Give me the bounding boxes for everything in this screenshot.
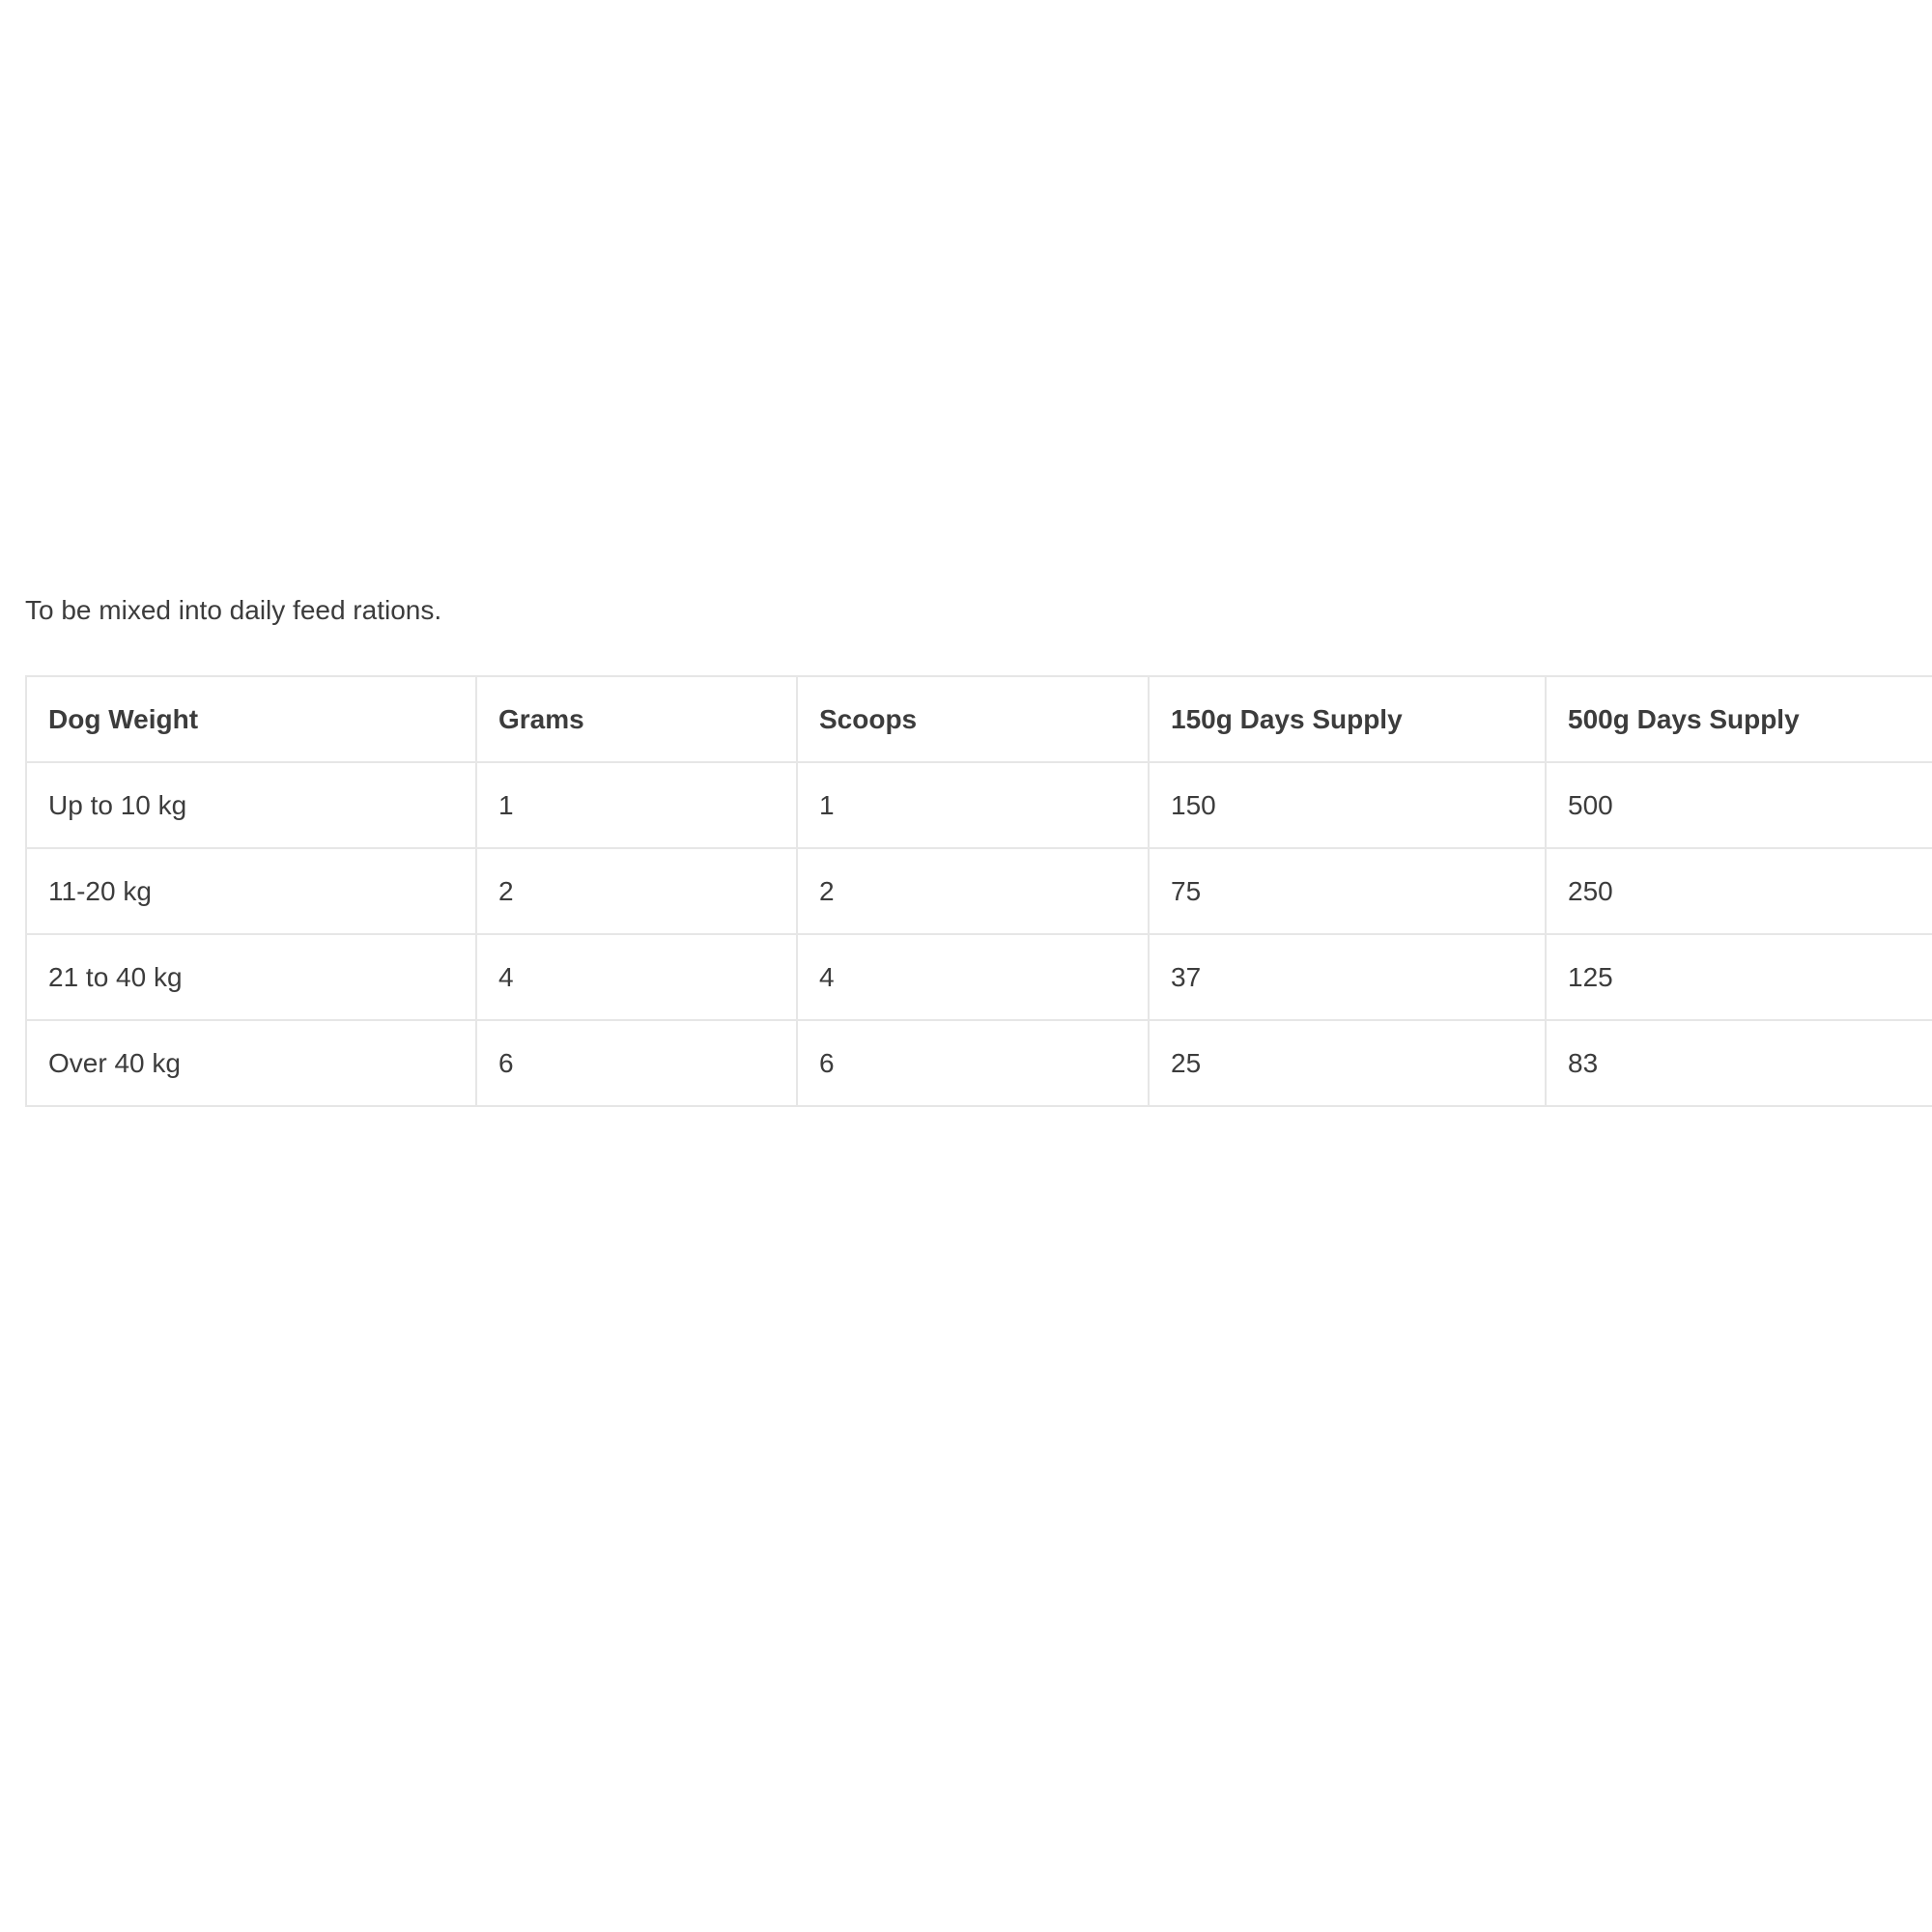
cell-grams: 6 (476, 1020, 797, 1106)
cell-scoops: 4 (797, 934, 1149, 1020)
dosage-table (25, 675, 1932, 1107)
cell-dog-weight: 11-20 kg (26, 848, 476, 934)
cell-grams: 2 (476, 848, 797, 934)
cell-grams: 1 (476, 762, 797, 848)
table-row (26, 762, 1932, 848)
intro-text: To be mixed into daily feed rations. (25, 595, 442, 625)
cell-150g-days-supply: 150 (1149, 762, 1546, 848)
cell-scoops: 2 (797, 848, 1149, 934)
table-header-row (26, 676, 1932, 762)
header-scoops: Scoops (797, 676, 1149, 762)
dosage-table-container (25, 675, 1932, 1107)
cell-150g-days-supply: 37 (1149, 934, 1546, 1020)
cell-500g-days-supply: 250 (1546, 848, 1932, 934)
header-500g-days-supply: 500g Days Supply (1546, 676, 1932, 762)
table-row (26, 848, 1932, 934)
cell-500g-days-supply: 83 (1546, 1020, 1932, 1106)
header-dog-weight: Dog Weight (26, 676, 476, 762)
cell-scoops: 1 (797, 762, 1149, 848)
cell-500g-days-supply: 500 (1546, 762, 1932, 848)
cell-150g-days-supply: 25 (1149, 1020, 1546, 1106)
cell-grams: 4 (476, 934, 797, 1020)
cell-dog-weight: Over 40 kg (26, 1020, 476, 1106)
table-row (26, 934, 1932, 1020)
cell-dog-weight: 21 to 40 kg (26, 934, 476, 1020)
header-150g-days-supply: 150g Days Supply (1149, 676, 1546, 762)
header-grams: Grams (476, 676, 797, 762)
cell-scoops: 6 (797, 1020, 1149, 1106)
cell-150g-days-supply: 75 (1149, 848, 1546, 934)
cell-dog-weight: Up to 10 kg (26, 762, 476, 848)
cell-500g-days-supply: 125 (1546, 934, 1932, 1020)
table-row (26, 1020, 1932, 1106)
